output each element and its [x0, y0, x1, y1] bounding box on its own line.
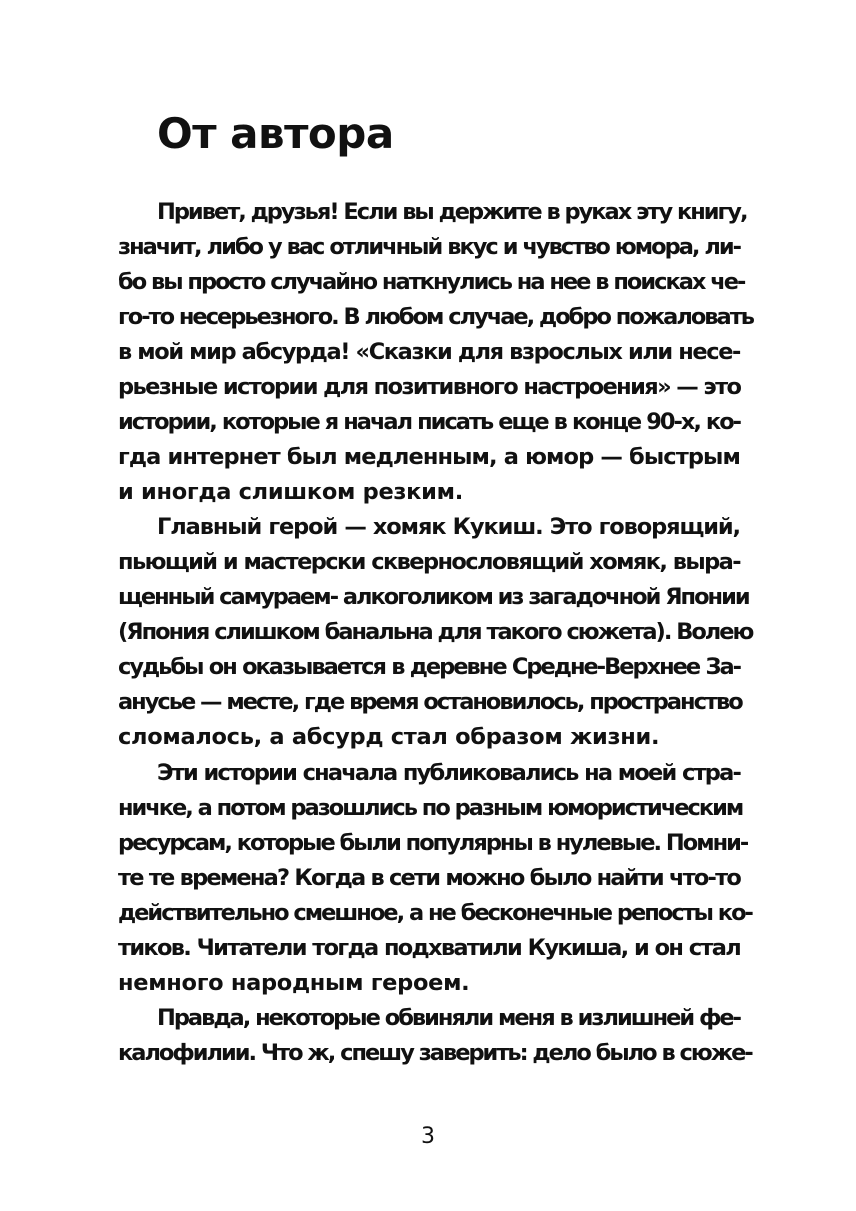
- paragraph-2-line-6: анусье — месте, где время остановилось, пространство: [118, 689, 742, 715]
- paragraph-3-line-7: немного народным героем.: [118, 970, 470, 996]
- paragraph-2-line-2: пьющий и мастерски сквернословящий хомяк, выра-: [118, 549, 740, 575]
- paragraph-3-line-2: ничке, а потом разошлись по разным юмористическим: [118, 795, 743, 821]
- paragraph-1-line-5: в мой мир абсурда! «Сказки для взрослых или несе-: [118, 339, 740, 365]
- paragraph-2-line-4: (Япония слишком банальна для такого сюжета). Волею: [118, 619, 753, 645]
- paragraph-1-line-1: Привет, друзья! Если вы держите в руках эту книгу,: [157, 199, 747, 225]
- paragraph-1-line-9: и иногда слишком резким.: [118, 479, 463, 505]
- paragraph-3-line-3: ресурсам, которые были популярны в нулевые. Помни-: [118, 830, 748, 856]
- paragraph-3-line-4: те те времена? Когда в сети можно было найти что-то: [118, 865, 740, 891]
- paragraph-2-line-3: щенный самураем- алкоголиком из загадочной Японии: [118, 584, 749, 610]
- paragraph-1-line-7: истории, которые я начал писать еще в конце 90-х, ко-: [118, 409, 740, 435]
- chapter-title: От автора: [157, 109, 394, 158]
- page-number: 3: [421, 1124, 435, 1149]
- paragraph-2-line-5: судьбы он оказывается в деревне Средне-Верхнее За-: [118, 654, 740, 680]
- paragraph-4-line-1: Правда, некоторые обвиняли меня в излишней фе-: [157, 1005, 740, 1031]
- paragraph-3-line-5: действительно смешное, а не бесконечные репосты ко-: [118, 900, 752, 926]
- paragraph-2-line-1: Главный герой — хомяк Кукиш. Это говорящий,: [157, 514, 740, 540]
- paragraph-3-line-6: тиков. Читатели тогда подхватили Кукиша, и он стал: [118, 935, 740, 961]
- paragraph-1-line-4: го-то несерьезного. В любом случае, добро пожаловать: [118, 304, 753, 330]
- paragraph-1-line-2: значит, либо у вас отличный вкус и чувство юмора, ли-: [118, 234, 740, 260]
- paragraph-3-line-1: Эти истории сначала публиковались на моей стра-: [157, 760, 740, 786]
- paragraph-4-line-2: калофилии. Что ж, спешу заверить: дело было в сюже-: [118, 1040, 752, 1066]
- paragraph-2-line-7: сломалось, а абсурд стал образом жизни.: [118, 724, 660, 750]
- paragraph-1-line-3: бо вы просто случайно наткнулись на нее в поисках че-: [118, 269, 745, 295]
- paragraph-1-line-6: рьезные истории для позитивного настроения» — это: [118, 374, 741, 400]
- paragraph-1-line-8: гда интернет был медленным, а юмор — быстрым: [118, 444, 740, 470]
